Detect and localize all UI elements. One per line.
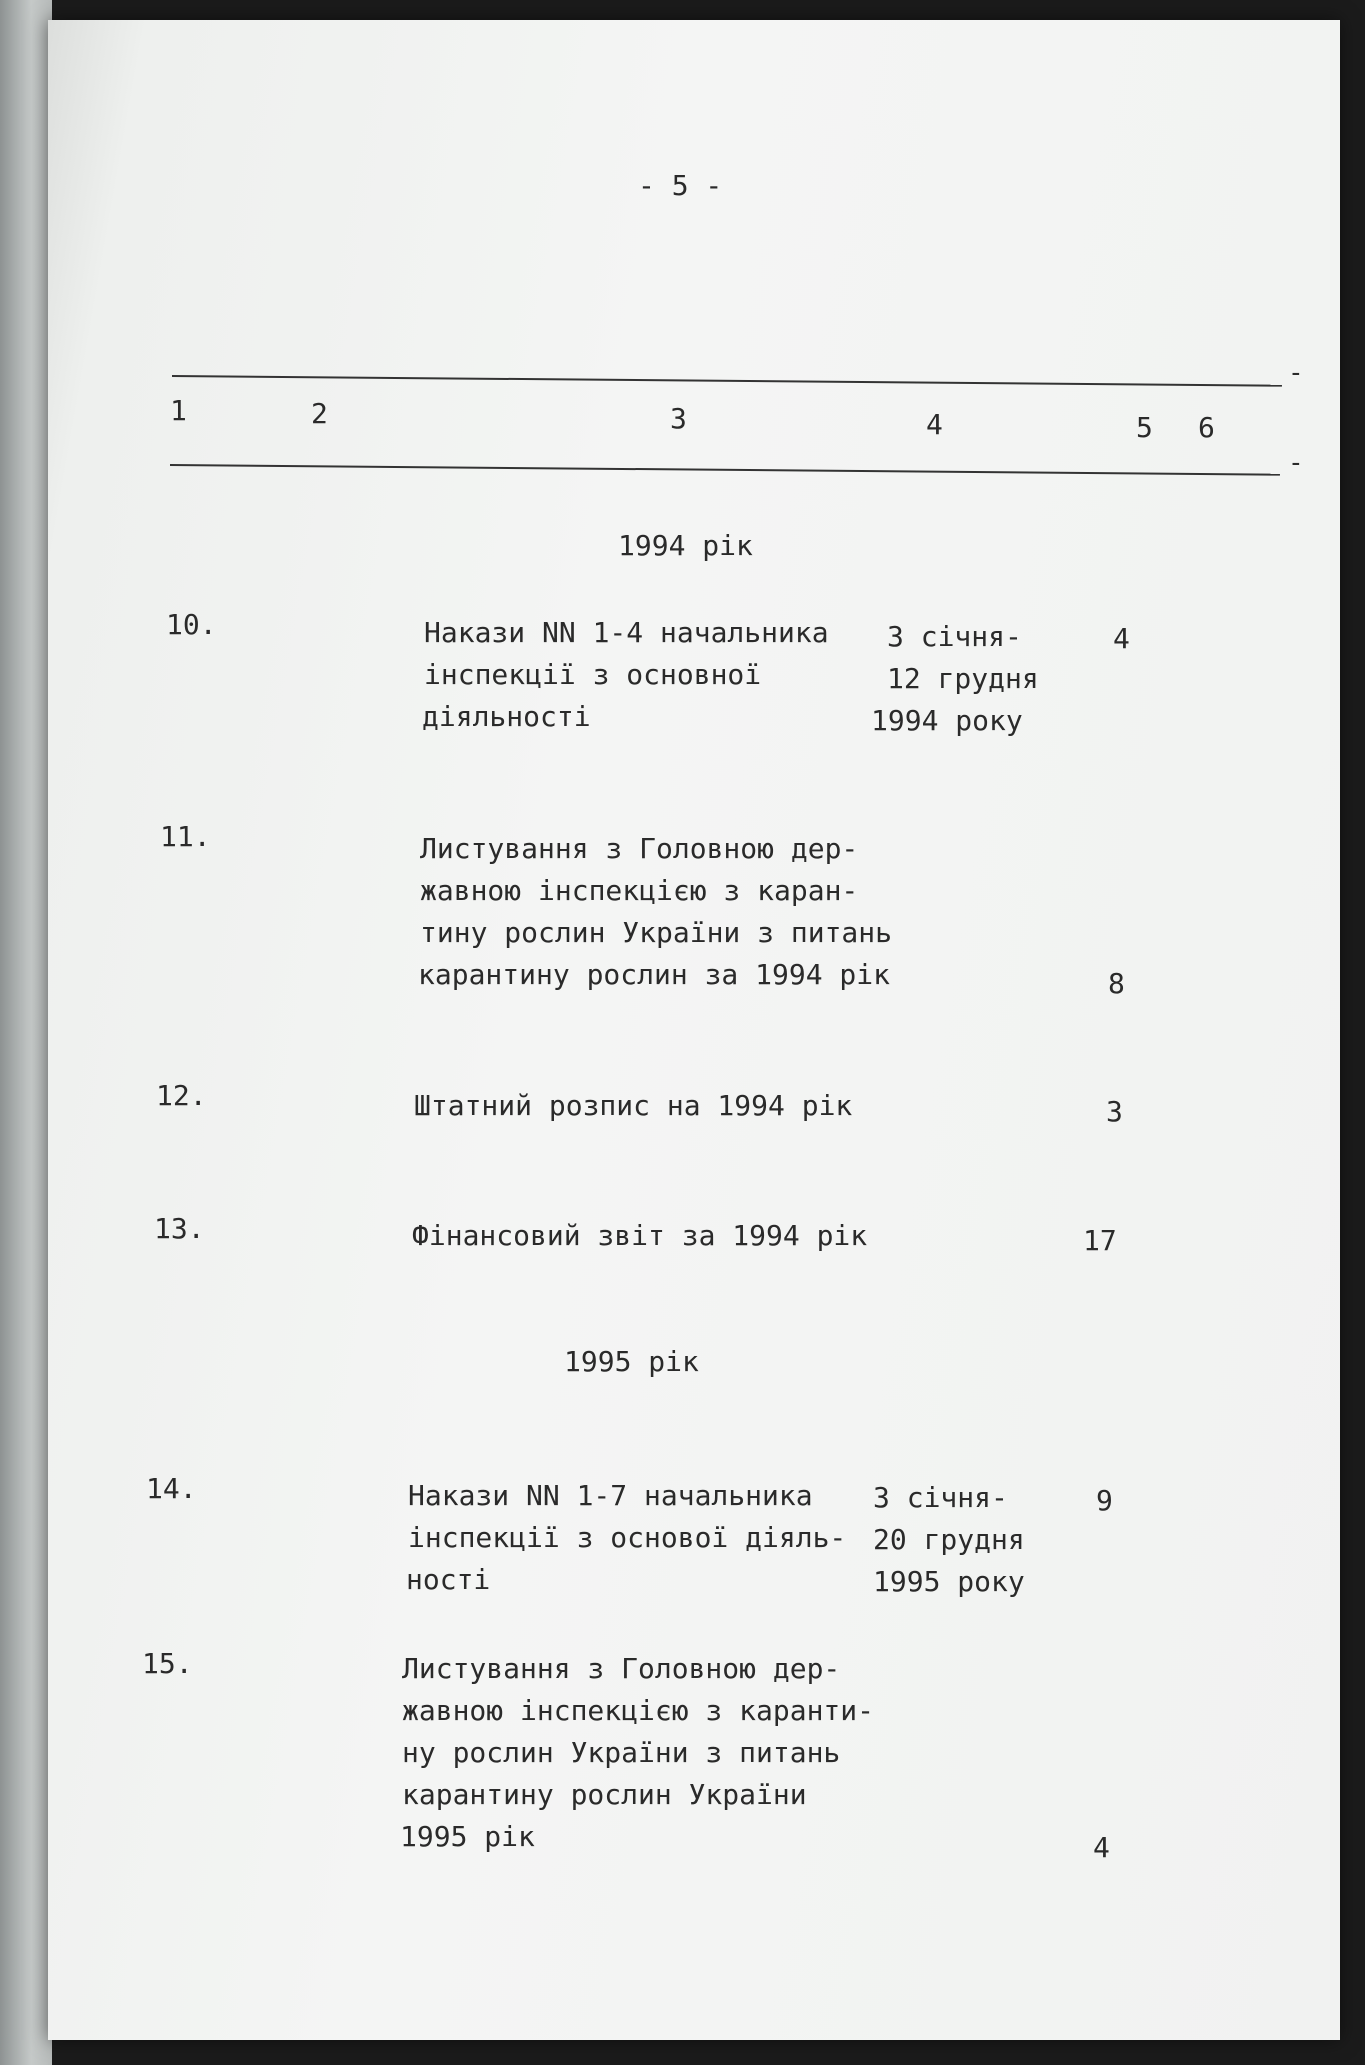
row-10-count: 4: [1113, 622, 1130, 655]
row-14-title-line-3: ності: [406, 1563, 491, 1596]
document-page: [48, 20, 1340, 2040]
row-10-title-line-3: діяльності: [422, 700, 591, 733]
row-14-title-line-1: Накази NN 1-7 начальника: [408, 1479, 813, 1512]
row-12-count: 3: [1106, 1095, 1123, 1128]
year-label-1994: 1994 рік: [618, 529, 753, 562]
row-14-count: 9: [1096, 1484, 1113, 1517]
column-header-1: 1: [170, 394, 187, 427]
row-15-title-line-5: 1995 рік: [400, 1820, 535, 1853]
row-15-title-line-2: жавною інспекцією з каранти-: [402, 1694, 875, 1727]
row-10-date-line-1: 3 січня-: [887, 620, 1022, 653]
left-page-edge: [0, 0, 52, 2065]
row-10-date-line-3: 1994 року: [871, 704, 1023, 737]
row-14-title-line-2: інспекції з основої діяль-: [408, 1521, 847, 1554]
row-11-count: 8: [1108, 967, 1125, 1000]
row-11-title-line-3: тину рослин України з питань: [420, 916, 893, 949]
row-10-title-line-1: Накази NN 1-4 начальника: [424, 616, 829, 649]
year-label-1995: 1995 рік: [564, 1345, 699, 1378]
row-11-title-line-4: карантину рослин за 1994 рік: [418, 958, 891, 991]
column-header-4: 4: [926, 408, 943, 441]
row-14-date-line-3: 1995 року: [873, 1565, 1025, 1598]
row-14-date-line-1: 3 січня-: [873, 1481, 1008, 1514]
column-header-6: 6: [1198, 411, 1215, 444]
row-15-title-line-3: ну рослин України з питань: [402, 1736, 841, 1769]
row-12-number: 12.: [156, 1079, 207, 1112]
row-15-count: 4: [1093, 1831, 1110, 1864]
row-11-number: 11.: [160, 820, 211, 853]
column-header-2: 2: [311, 397, 328, 430]
row-13-number: 13.: [154, 1212, 205, 1245]
row-10-date-line-2: 12 грудня: [887, 662, 1039, 695]
column-header-5: 5: [1136, 411, 1153, 444]
row-10-title-line-2: інспекції з основної: [424, 658, 762, 691]
row-10-number: 10.: [166, 608, 217, 641]
header-rule-bottom-dash: -: [1288, 448, 1304, 478]
row-11-title-line-1: Листування з Головною дер-: [420, 832, 859, 865]
row-15-number: 15.: [142, 1647, 193, 1680]
row-15-title-line-4: карантину рослин України: [402, 1778, 807, 1811]
row-13-title-line-1: Фінансовий звіт за 1994 рік: [412, 1219, 868, 1252]
row-11-title-line-2: жавною інспекцією з каран-: [420, 874, 859, 907]
page-number: - 5 -: [638, 169, 723, 202]
row-13-count: 17: [1083, 1224, 1117, 1257]
header-rule-top-dash: -: [1288, 358, 1304, 388]
row-12-title-line-1: Штатний розпис на 1994 рік: [414, 1089, 853, 1122]
column-header-3: 3: [670, 402, 687, 435]
header-rule-bottom: [170, 464, 1280, 476]
row-14-number: 14.: [146, 1472, 197, 1505]
row-15-title-line-1: Листування з Головною дер-: [402, 1652, 841, 1685]
row-14-date-line-2: 20 грудня: [873, 1523, 1025, 1556]
header-rule-top: [172, 375, 1282, 387]
